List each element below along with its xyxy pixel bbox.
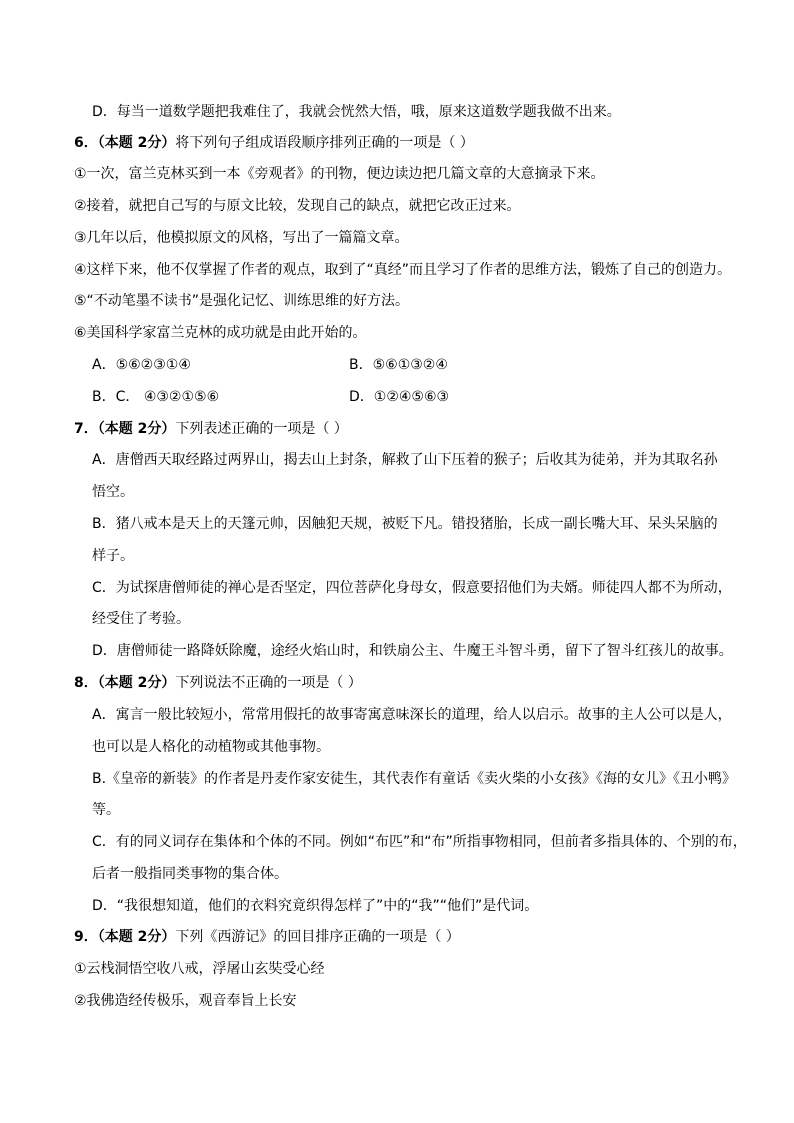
question-text: 将下列句子组成语段顺序排列正确的一项是（ ） — [175, 135, 474, 151]
question-text: 下列《西游记》的回目排序正确的一项是（ ） — [175, 929, 460, 945]
question-8-stem — [74, 673, 362, 693]
q5-option-d: D．每当一道数学题把我难住了，我就会恍然大悟，哦，原来这道数学题我做不出来。 — [92, 104, 621, 120]
question-text: 下列表述正确的一项是（ ） — [175, 421, 348, 437]
q8-option-a-line-2: 也可以是人格化的动植物或其他事物。 — [92, 739, 330, 755]
question-number: 6． — [74, 135, 98, 151]
q8-option-b-line-1: B.《皇帝的新装》的作者是丹麦作家安徒生，其代表作有童话《卖火柴的小女孩》《海的女儿》《丑小鸭》 — [92, 771, 737, 787]
q8-option-b-line-2: 等。 — [92, 802, 120, 818]
q7-option-d: D．唐僧师徒一路降妖除魔，途经火焰山时，和铁扇公主、牛魔王斗智斗勇，留下了智斗红孩儿的故事。 — [92, 643, 733, 659]
q8-option-c-line-1: C．有的同义词存在集体和个体的不同。例如“布匹”和“布”所指事物相同，但前者多指具体的、个别的布， — [92, 834, 747, 850]
q7-option-b-line-2: 样子。 — [92, 548, 134, 564]
q7-option-c-line-2: 经受住了考验。 — [92, 611, 190, 627]
question-9-stem — [74, 927, 460, 947]
q7-option-a-line-2: 悟空。 — [92, 484, 134, 500]
q7-option-a-line-1: A．唐僧西天取经路过两界山，揭去山上封条，解救了山下压着的猴子；后收其为徒弟，并为其取名孙 — [92, 452, 718, 468]
q6-sentence-1: ①一次，富兰克林买到一本《旁观者》的刊物，便边读边把几篇文章的大意摘录下来。 — [74, 166, 605, 182]
question-text: 下列说法不正确的一项是（ ） — [175, 675, 362, 691]
question-number: 7． — [74, 421, 98, 437]
q7-option-b-line-1: B．猪八戒本是天上的天篷元帅，因触犯天规，被贬下凡。错投猪胎，长成一副长嘴大耳、呆头呆脑的 — [92, 516, 718, 532]
q6-sentence-5: ⑤“不动笔墨不读书”是强化记忆、训练思维的好方法。 — [74, 293, 410, 309]
q6-option-a: A．⑤⑥②③①④ — [92, 357, 191, 373]
q6-sentence-4: ④这样下来，他不仅掌握了作者的观点，取到了“真经”而且学习了作者的思维方法，锻炼了自己的创造力。 — [74, 262, 732, 278]
q9-item-1: ①云栈洞悟空收八戒，浮屠山玄奘受心经 — [74, 961, 325, 977]
q6-option-c: B．C． ④③②①⑤⑥ — [92, 389, 220, 405]
q9-item-2: ②我佛造经传极乐，观音奉旨上长安 — [74, 993, 297, 1009]
q6-sentence-3: ③几年以后，他模拟原文的风格，写出了一篇篇文章。 — [74, 230, 409, 246]
question-7-stem — [74, 419, 348, 439]
q8-option-d: D．“我很想知道，他们的衣料究竟织得怎样了”中的“我”“他们”是代词。 — [92, 898, 539, 914]
q8-option-c-line-2: 后者一般指同类事物的集合体。 — [92, 866, 288, 882]
q8-option-a-line-1: A．寓言一般比较短小，常常用假托的故事寄寓意味深长的道理，给人以启示。故事的主人公可以是人， — [92, 707, 732, 723]
question-score: （本题 2分） — [97, 929, 176, 945]
q6-sentence-6: ⑥美国科学家富兰克林的成功就是由此开始的。 — [74, 325, 367, 341]
q6-option-d: D．①②④⑤⑥③ — [349, 389, 450, 405]
question-number: 9． — [74, 929, 98, 945]
question-score: （本题 2分） — [97, 135, 176, 151]
q6-sentence-2: ②接着，就把自己写的与原文比较，发现自己的缺点，就把它改正过来。 — [74, 198, 521, 214]
question-score: （本题 2分） — [97, 421, 176, 437]
q6-option-b: B．⑤⑥①③②④ — [349, 357, 448, 373]
q7-option-c-line-1: C．为试探唐僧师徒的禅心是否坚定，四位菩萨化身母女，假意要招他们为夫婿。师徒四人都不为所动， — [92, 580, 732, 596]
question-score: （本题 2分） — [97, 675, 176, 691]
question-number: 8． — [74, 675, 98, 691]
question-6-stem — [74, 133, 474, 153]
